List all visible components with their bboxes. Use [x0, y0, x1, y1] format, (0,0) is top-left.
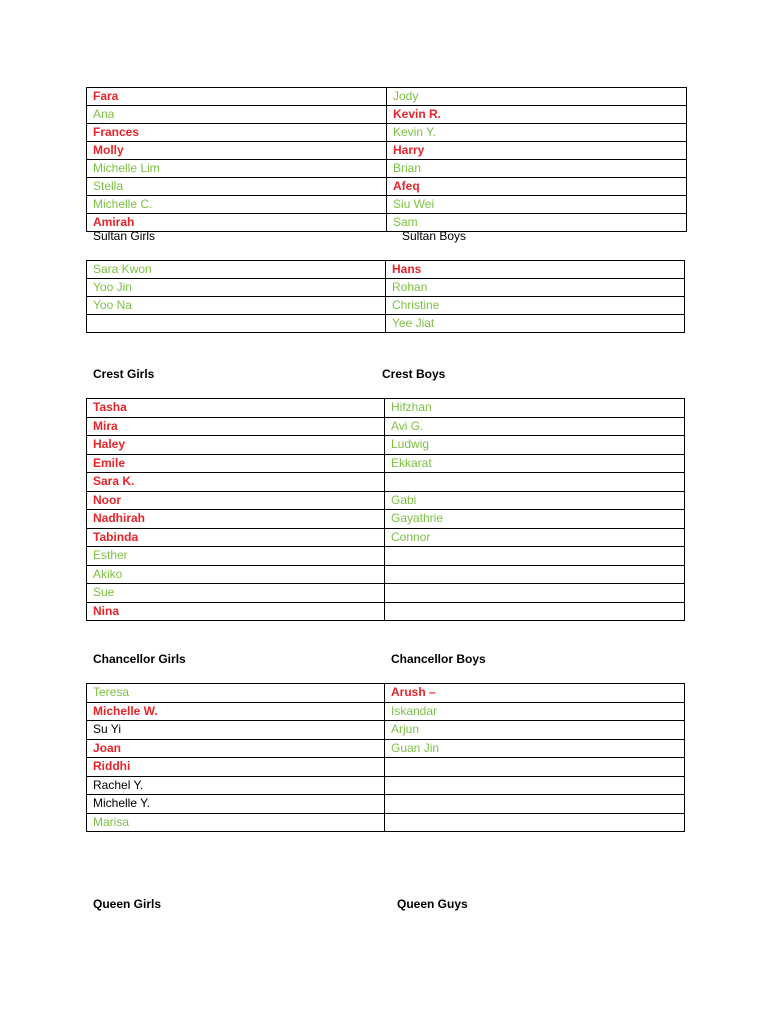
boys-name-cell [385, 473, 685, 492]
girls-name-cell: Haley [87, 436, 385, 455]
girls-name-cell: Tasha [87, 399, 385, 418]
boys-name-cell [385, 547, 685, 566]
table-row [87, 417, 685, 436]
table-row [87, 528, 685, 547]
boys-name-cell: Arush – [385, 684, 685, 703]
table-row [87, 739, 685, 758]
girls-name-cell: Ana [87, 106, 387, 124]
table-row [87, 813, 685, 832]
girls-name-cell [87, 315, 386, 333]
girls-name-cell: Yoo Na [87, 297, 386, 315]
girls-name-cell: Su Yi [87, 721, 385, 740]
boys-name-cell: Hans [386, 261, 685, 279]
girls-name-cell: Tabinda [87, 528, 385, 547]
boys-name-cell: Christine [386, 297, 685, 315]
table-row [87, 758, 685, 777]
girls-name-cell: Michelle W. [87, 702, 385, 721]
boys-name-cell: Kevin R. [387, 106, 687, 124]
boys-name-cell: Gabi [385, 491, 685, 510]
table-row [87, 684, 685, 703]
boys-name-cell: Harry [387, 142, 687, 160]
table-row [87, 584, 685, 603]
boys-name-cell: Avi G. [385, 417, 685, 436]
girls-name-cell: Emile [87, 454, 385, 473]
girls-name-cell: Teresa [87, 684, 385, 703]
boys-name-cell: Siu Wei [387, 196, 687, 214]
girls-name-cell: Stella [87, 178, 387, 196]
table-row [87, 279, 685, 297]
table-row [87, 124, 687, 142]
crest-boys-label: Crest Boys [382, 367, 446, 381]
crest-girls-label: Crest Girls [93, 367, 155, 381]
boys-name-cell [385, 795, 685, 814]
boys-name-cell: Connor [385, 528, 685, 547]
girls-name-cell: Frances [87, 124, 387, 142]
table-row [87, 547, 685, 566]
boys-name-cell: Kevin Y. [387, 124, 687, 142]
sultan-extra-roster-table [86, 260, 685, 333]
girls-name-cell: Amirah [87, 214, 387, 232]
boys-name-cell: Iskandar [385, 702, 685, 721]
table-row [87, 178, 687, 196]
girls-name-cell: Sara Kwon [87, 261, 386, 279]
girls-name-cell: Fara [87, 88, 387, 106]
girls-name-cell: Nina [87, 602, 385, 621]
table-row [87, 160, 687, 178]
table-row [87, 602, 685, 621]
girls-name-cell: Michelle Y. [87, 795, 385, 814]
boys-name-cell [385, 584, 685, 603]
table-row [87, 565, 685, 584]
table-row [87, 142, 687, 160]
boys-name-cell: Afeq [387, 178, 687, 196]
boys-name-cell: Rohan [386, 279, 685, 297]
table-row [87, 106, 687, 124]
boys-name-cell [385, 602, 685, 621]
table-row [87, 702, 685, 721]
girls-name-cell: Joan [87, 739, 385, 758]
table-row [87, 776, 685, 795]
table-row [87, 454, 685, 473]
table-row [87, 721, 685, 740]
table-row [87, 491, 685, 510]
girls-name-cell: Sue [87, 584, 385, 603]
boys-name-cell: Guan Jin [385, 739, 685, 758]
boys-name-cell: Ekkarat [385, 454, 685, 473]
table-row [87, 196, 687, 214]
crest-roster-table [86, 398, 685, 621]
girls-name-cell: Yoo Jin [87, 279, 386, 297]
girls-name-cell: Riddhi [87, 758, 385, 777]
boys-name-cell [385, 565, 685, 584]
boys-name-cell [385, 758, 685, 777]
boys-name-cell: Sam [387, 214, 687, 232]
girls-name-cell: Sara K. [87, 473, 385, 492]
chancellor-girls-label: Chancellor Girls [93, 652, 186, 666]
sultan-girls-label: Sultan Girls [93, 229, 156, 243]
table-row [87, 399, 685, 418]
table-row [87, 315, 685, 333]
girls-name-cell: Noor [87, 491, 385, 510]
queen-guys-label: Queen Guys [397, 897, 468, 911]
table-row [87, 88, 687, 106]
girls-name-cell: Molly [87, 142, 387, 160]
boys-name-cell: Gayathrie [385, 510, 685, 529]
boys-name-cell [385, 776, 685, 795]
table-row [87, 795, 685, 814]
boys-name-cell: Arjun [385, 721, 685, 740]
girls-name-cell: Mira [87, 417, 385, 436]
table-row [87, 436, 685, 455]
table-row [87, 214, 687, 232]
girls-name-cell: Esther [87, 547, 385, 566]
boys-name-cell [385, 813, 685, 832]
table-row [87, 473, 685, 492]
boys-name-cell: Brian [387, 160, 687, 178]
girls-name-cell: Rachel Y. [87, 776, 385, 795]
boys-name-cell: Jody [387, 88, 687, 106]
girls-name-cell: Marisa [87, 813, 385, 832]
boys-name-cell: Hifzhan [385, 399, 685, 418]
girls-name-cell: Michelle C. [87, 196, 387, 214]
girls-name-cell: Michelle Lim [87, 160, 387, 178]
girls-name-cell: Akiko [87, 565, 385, 584]
sultan-roster-table [86, 87, 687, 232]
table-row [87, 261, 685, 279]
boys-name-cell: Ludwig [385, 436, 685, 455]
queen-girls-label: Queen Girls [93, 897, 162, 911]
chancellor-roster-table [86, 683, 685, 832]
boys-name-cell: Yee Jiat [386, 315, 685, 333]
chancellor-boys-label: Chancellor Boys [391, 652, 486, 666]
table-row [87, 297, 685, 315]
table-row [87, 510, 685, 529]
girls-name-cell: Nadhirah [87, 510, 385, 529]
sultan-boys-label: Sultan Boys [402, 229, 467, 243]
